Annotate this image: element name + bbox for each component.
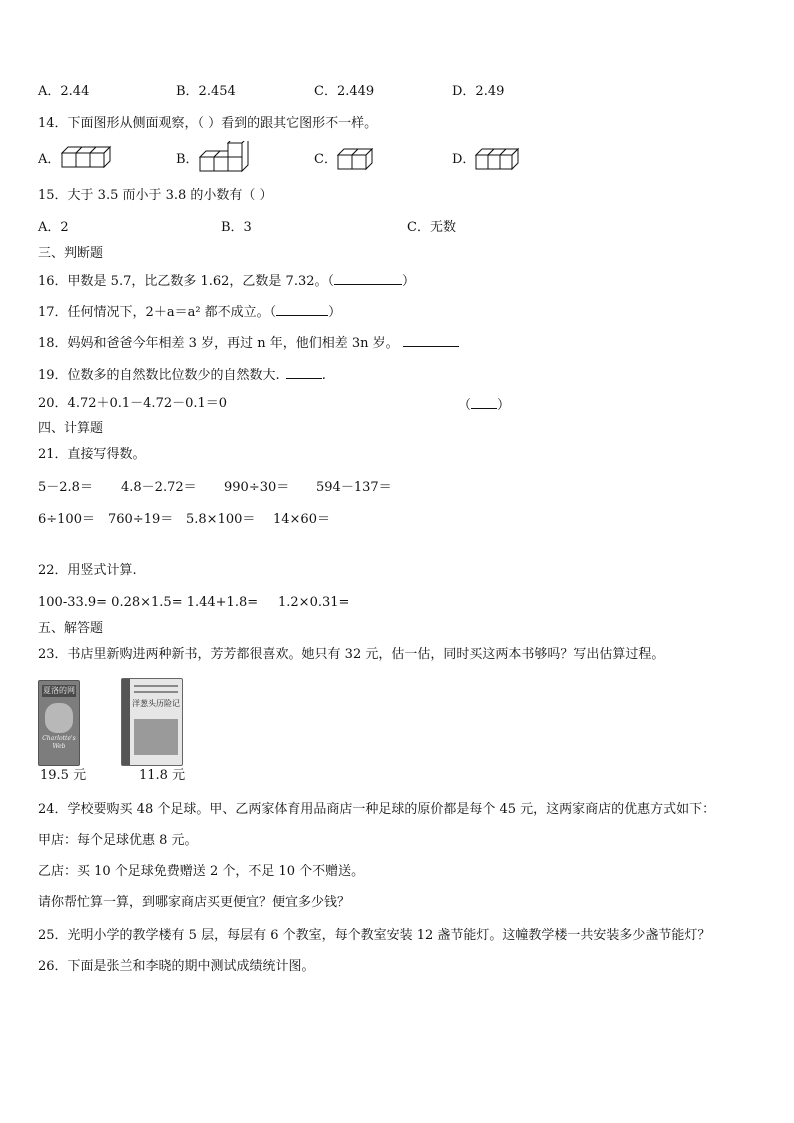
q21-item-6: 760÷19＝ — [108, 512, 174, 527]
q17-answer-blank[interactable] — [276, 303, 328, 316]
q19-answer-blank[interactable] — [286, 366, 322, 379]
q20-answer-blank[interactable] — [471, 396, 497, 409]
q22-items: 100-33.9= 0.28×1.5= 1.44+1.8= — [38, 595, 259, 610]
q24-stem: 24．学校要购买 48 个足球。甲、乙两家体育用品商店一种足球的原价都是每个 45 元，这两家商店的优惠方式如下： — [38, 802, 716, 817]
book1-price: 19.5 元 — [40, 768, 87, 783]
q18-text: 18．妈妈和爸爸今年相差 3 岁，再过 n 年，他们相差 3n 岁。 — [38, 336, 399, 351]
q17-close: ） — [328, 305, 342, 320]
q15-option-c: C．无数 — [407, 220, 456, 235]
q15-stem: 15．大于 3.5 而小于 3.8 的小数有（ ） — [38, 188, 273, 203]
q13-option-b: B．2.454 — [176, 84, 236, 99]
q20-paren-open: （ — [458, 398, 472, 413]
book-cover-charlottes-web — [38, 680, 80, 766]
q20-paren-close: ） — [497, 398, 511, 413]
q21-item-8: 14×60＝ — [273, 512, 330, 527]
book2-spine — [122, 679, 130, 765]
book2-title: 洋葱头历险记 — [132, 699, 180, 708]
q14-option-c-label: C． — [314, 152, 337, 167]
q24-shop-a: 甲店：每个足球优惠 8 元。 — [38, 833, 198, 848]
q21-item-2: 4.8－2.72＝ — [121, 480, 197, 495]
book2-illustration — [134, 719, 178, 755]
q19 — [38, 366, 326, 384]
q13-option-c: C．2.449 — [314, 84, 375, 99]
q14-option-b-cubes-figure — [198, 141, 250, 173]
q13-option-a: A．2.44 — [38, 84, 90, 99]
q13-option-d: D．2.49 — [452, 84, 505, 99]
book1-subtitle: Charlotte's Web — [42, 735, 76, 750]
book2-price: 11.8 元 — [139, 768, 186, 783]
section-heading-application: 五、解答题 — [38, 621, 104, 636]
q18 — [38, 334, 459, 352]
q19-text: 19．位数多的自然数比位数少的自然数大. — [38, 368, 280, 383]
book1-illustration — [45, 703, 73, 733]
q21-item-1: 5－2.8＝ — [38, 480, 93, 495]
q15-option-a: A．2 — [38, 220, 69, 235]
book1-title: 夏洛的网 — [43, 686, 75, 695]
q24-question: 请你帮忙算一算，到哪家商店买更便宜？便宜多少钱？ — [38, 895, 351, 910]
q16-answer-blank[interactable] — [334, 272, 402, 285]
book2-header-rule-2 — [134, 691, 178, 693]
q21-item-4: 594－137＝ — [316, 480, 392, 495]
q14-option-c-cubes-figure — [336, 145, 382, 171]
q22-stem: 22．用竖式计算. — [38, 563, 137, 578]
book-cover-onion-adventure — [121, 678, 183, 766]
q19-end: . — [321, 368, 326, 383]
q15-option-b: B．3 — [221, 220, 252, 235]
q14-stem: 14．下面图形从侧面观察，（ ）看到的跟其它图形不一样。 — [38, 116, 378, 131]
q21-item-5: 6÷100＝ — [38, 512, 95, 527]
section-heading-judgement: 三、判断题 — [38, 246, 104, 261]
q20-answer — [458, 396, 510, 414]
q21-item-7: 5.8×100＝ — [186, 512, 256, 527]
q14-option-a-label: A． — [38, 152, 61, 167]
q14-option-d-cubes-figure — [474, 145, 520, 171]
q21-item-3: 990÷30＝ — [224, 480, 290, 495]
q23-stem: 23．书店里新购进两种新书，芳芳都很喜欢。她只有 32 元，估一估，同时买这两本书够吗？写出估算过程。 — [38, 647, 665, 662]
q21-stem: 21．直接写得数。 — [38, 447, 146, 462]
q24-shop-b: 乙店：买 10 个足球免费赠送 2 个，不足 10 个不赠送。 — [38, 864, 365, 879]
book2-header-rule — [134, 685, 178, 687]
q16 — [38, 272, 415, 290]
q14-option-b-label: B． — [176, 152, 199, 167]
q25-stem: 25．光明小学的教学楼有 5 层，每层有 6 个教室，每个教室安装 12 盏节能灯。这幢教学楼一共安装多少盏节能灯？ — [38, 928, 711, 943]
q18-answer-blank[interactable] — [403, 334, 459, 347]
q17 — [38, 303, 341, 321]
q14-option-d-label: D． — [452, 152, 476, 167]
q20-text: 20．4.72＋0.1－4.72－0.1＝0 — [38, 396, 228, 411]
section-heading-calculation: 四、计算题 — [38, 421, 104, 436]
q17-text: 17．任何情况下，2＋a＝a² 都不成立。（ — [38, 305, 277, 320]
q22-item-last: 1.2×0.31= — [278, 595, 350, 610]
q16-text: 16．甲数是 5.7，比乙数多 1.62，乙数是 7.32。（ — [38, 274, 335, 289]
q16-close: ） — [402, 274, 416, 289]
q14-option-a-cubes-figure — [60, 145, 112, 169]
q26-stem: 26．下面是张兰和李晓的期中测试成绩统计图。 — [38, 959, 315, 974]
